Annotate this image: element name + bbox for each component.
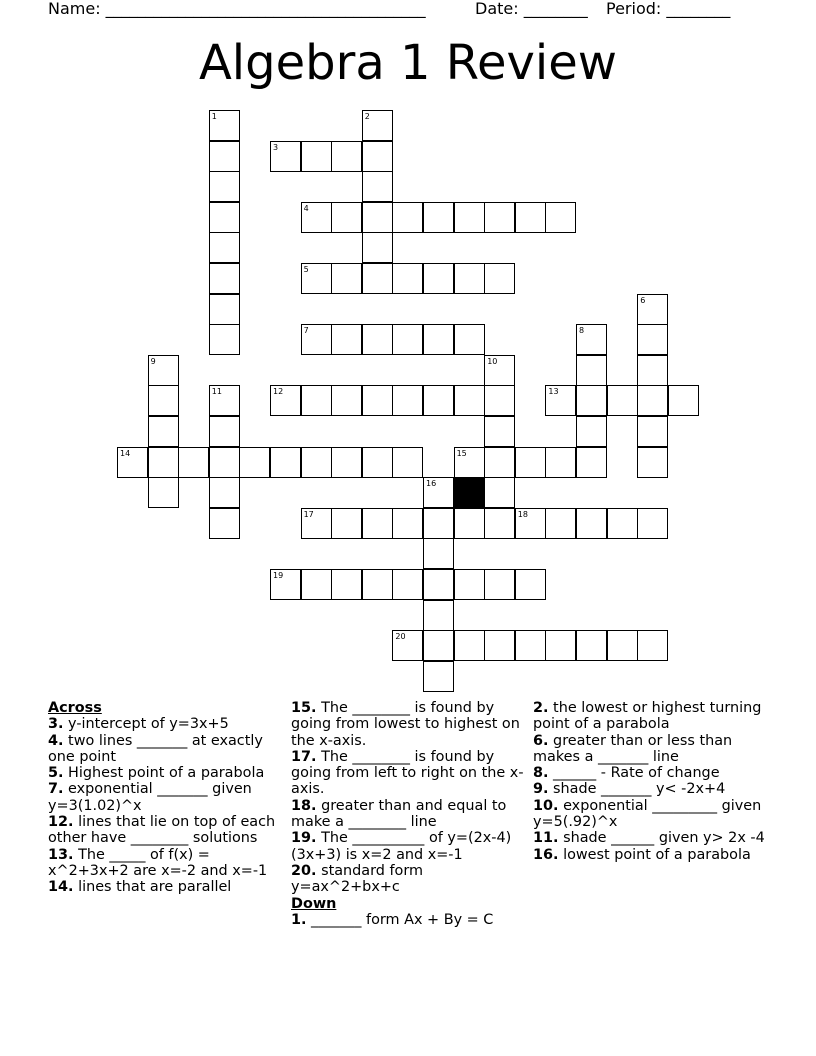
clue-number-7: 7 — [303, 326, 309, 336]
clue-across-19: 19. The __________ of y=(2x-4)(3x+3) is x=2 and x=-1 — [291, 830, 512, 863]
crossword-cell[interactable] — [607, 385, 638, 416]
crossword-cell[interactable] — [484, 202, 515, 233]
crossword-cell[interactable] — [392, 324, 423, 355]
crossword-cell[interactable] — [301, 569, 332, 600]
clue-down-2: 2. the lowest or highest turning point of a parabola — [533, 700, 762, 733]
crossword-cell[interactable] — [576, 630, 607, 661]
crossword-cell[interactable] — [270, 447, 301, 478]
crossword-cell[interactable] — [515, 569, 546, 600]
crossword-cell[interactable] — [209, 171, 240, 202]
crossword-cell[interactable] — [362, 447, 393, 478]
crossword-cell[interactable] — [301, 385, 332, 416]
page-title: Algebra 1 Review — [198, 35, 618, 91]
crossword-cell[interactable] — [423, 477, 454, 508]
clue-across-12: 12. lines that lie on top of each other have ________ solutions — [48, 814, 276, 847]
clue-across-18: 18. greater than and equal to make a ________ line — [291, 797, 507, 831]
crossword-cell[interactable] — [545, 385, 576, 416]
clue-across-5: 5. Highest point of a parabola — [48, 765, 265, 782]
crossword-cell[interactable] — [423, 630, 454, 661]
crossword-cell[interactable] — [454, 508, 485, 539]
crossword-cell[interactable] — [423, 508, 454, 539]
crossword-cell[interactable] — [454, 324, 485, 355]
crossword-cell[interactable] — [148, 355, 179, 386]
crossword-cell[interactable] — [301, 324, 332, 355]
clues-column-3 — [533, 700, 765, 863]
crossword-cell[interactable] — [545, 202, 576, 233]
crossword-cell[interactable] — [270, 385, 301, 416]
clue-number-15: 15 — [456, 448, 467, 458]
across-heading: Across — [48, 700, 102, 716]
crossword-cell[interactable] — [576, 416, 607, 447]
crossword-cell[interactable] — [209, 447, 240, 478]
crossword-cell[interactable] — [484, 569, 515, 600]
crossword-cell[interactable] — [209, 324, 240, 355]
crossword-cell[interactable] — [454, 202, 485, 233]
clue-number-14: 14 — [120, 448, 131, 458]
down-heading: Down — [291, 895, 337, 912]
crossword-cell[interactable] — [668, 385, 699, 416]
period-field: Period: ________ — [606, 0, 731, 18]
crossword-cell[interactable] — [270, 569, 301, 600]
crossword-cell[interactable] — [362, 324, 393, 355]
clue-down-11: 11. shade ______ given y> 2x -4 — [533, 830, 765, 847]
crossword-cell[interactable] — [515, 202, 546, 233]
crossword-cell[interactable] — [209, 294, 240, 325]
crossword-cell[interactable] — [515, 508, 546, 539]
crossword-cell[interactable] — [301, 263, 332, 294]
clue-number-11: 11 — [211, 387, 222, 397]
clue-across-20: 20. standard form y=ax^2+bx+c — [291, 862, 424, 896]
crossword-cell[interactable] — [209, 202, 240, 233]
crossword-cell[interactable] — [484, 385, 515, 416]
crossword-cell[interactable] — [362, 141, 393, 172]
clue-across-14: 14. lines that are parallel — [48, 879, 232, 896]
clue-across-15: 15. The ________ is found by going from lowest to highest on the x-axis. — [291, 700, 520, 749]
crossword-cell[interactable] — [331, 385, 362, 416]
clue-number-9: 9 — [150, 356, 156, 366]
clues-column-1 — [48, 700, 280, 896]
clue-number-1: 1 — [211, 112, 217, 121]
crossword-cell[interactable] — [484, 508, 515, 539]
crossword-cell[interactable] — [148, 416, 179, 447]
crossword-cell[interactable] — [392, 508, 423, 539]
clue-number-8: 8 — [579, 326, 585, 336]
crossword-cell[interactable] — [637, 355, 668, 386]
crossword-cell[interactable] — [331, 263, 362, 294]
crossword-cell[interactable] — [576, 447, 607, 478]
crossword-cell[interactable] — [209, 416, 240, 447]
crossword-cell[interactable] — [576, 508, 607, 539]
date-field: Date: ________ — [475, 0, 588, 18]
clue-down-8: 8. ______ - Rate of change — [533, 765, 720, 782]
crossword-cell[interactable] — [148, 447, 179, 478]
clue-across-17: 17. The ________ is found by going from left to right on the x-axis. — [291, 748, 524, 798]
crossword-cell[interactable] — [362, 110, 393, 141]
clue-across-7: 7. exponential _______ given y=3(1.02)^x — [48, 781, 252, 814]
crossword-cell[interactable] — [178, 447, 209, 478]
clue-number-17: 17 — [303, 509, 314, 519]
crossword-cell[interactable] — [545, 508, 576, 539]
crossword-cell[interactable] — [331, 508, 362, 539]
clue-down-1: 1. _______ form Ax + By = C — [291, 911, 494, 928]
clue-number-19: 19 — [273, 571, 284, 580]
crossword-cell[interactable] — [362, 202, 393, 233]
crossword-cell[interactable] — [637, 294, 668, 325]
crossword-cell[interactable] — [362, 569, 393, 600]
blocked-cell — [454, 477, 485, 508]
crossword-cell[interactable] — [209, 232, 240, 263]
crossword-cell[interactable] — [209, 508, 240, 539]
crossword-cell[interactable] — [637, 447, 668, 478]
crossword-cell[interactable] — [270, 141, 301, 172]
crossword-cell[interactable] — [423, 661, 454, 692]
crossword-cell[interactable] — [239, 447, 270, 478]
crossword-cell[interactable] — [637, 508, 668, 539]
crossword-cell[interactable] — [454, 263, 485, 294]
crossword-cell[interactable] — [209, 141, 240, 172]
crossword-cell[interactable] — [484, 355, 515, 386]
crossword-cell[interactable] — [362, 508, 393, 539]
crossword-cell[interactable] — [423, 538, 454, 569]
crossword-cell[interactable] — [454, 630, 485, 661]
clue-down-16: 16. lowest point of a parabola — [533, 846, 751, 863]
crossword-cell[interactable] — [392, 569, 423, 600]
crossword-cell[interactable] — [362, 263, 393, 294]
crossword-cell[interactable] — [637, 630, 668, 661]
crossword-cell[interactable] — [301, 202, 332, 233]
crossword-cell[interactable] — [545, 630, 576, 661]
clue-across-3: 3. y-intercept of y=3x+5 — [48, 716, 229, 733]
crossword-cell[interactable] — [423, 202, 454, 233]
clue-number-4: 4 — [303, 203, 309, 213]
crossword-cell[interactable] — [423, 600, 454, 631]
crossword-cell[interactable] — [209, 263, 240, 294]
clue-number-10: 10 — [487, 356, 498, 366]
clue-across-4: 4. two lines _______ at exactly one point — [48, 732, 263, 765]
crossword-cell[interactable] — [423, 569, 454, 600]
crossword-cell[interactable] — [484, 263, 515, 294]
crossword-cell[interactable] — [331, 447, 362, 478]
crossword-cell[interactable] — [331, 141, 362, 172]
crossword-cell[interactable] — [423, 324, 454, 355]
crossword-cell[interactable] — [423, 263, 454, 294]
clues-column-2 — [291, 700, 525, 928]
crossword-cell[interactable] — [392, 385, 423, 416]
clue-down-9: 9. shade _______ y< -2x+4 — [533, 781, 726, 798]
clue-number-20: 20 — [395, 632, 406, 642]
clue-down-6: 6. greater than or less than makes a _______ line — [533, 732, 733, 765]
crossword-cell[interactable] — [576, 385, 607, 416]
crossword-cell[interactable] — [515, 447, 546, 478]
crossword-cell[interactable] — [454, 385, 485, 416]
crossword-cell[interactable] — [362, 171, 393, 202]
crossword-cell[interactable] — [576, 355, 607, 386]
crossword-cell[interactable] — [484, 416, 515, 447]
crossword-cell[interactable] — [392, 202, 423, 233]
crossword-cell[interactable] — [454, 569, 485, 600]
crossword-cell[interactable] — [148, 477, 179, 508]
crossword-cell[interactable] — [484, 447, 515, 478]
clue-number-3: 3 — [273, 142, 279, 152]
crossword-cell[interactable] — [331, 569, 362, 600]
crossword-cell[interactable] — [392, 630, 423, 661]
crossword-cell[interactable] — [637, 416, 668, 447]
crossword-cell[interactable] — [637, 385, 668, 416]
clue-across-13: 13. The _____ of f(x) = x^2+3x+2 are x=-2 and x=-1 — [48, 846, 268, 879]
crossword-cell[interactable] — [148, 385, 179, 416]
crossword-cell[interactable] — [607, 630, 638, 661]
crossword-cell[interactable] — [301, 141, 332, 172]
crossword-cell[interactable] — [484, 630, 515, 661]
name-field: Name: ________________________________________ — [48, 0, 426, 18]
clue-number-13: 13 — [548, 387, 559, 397]
clue-number-12: 12 — [273, 387, 284, 397]
clue-number-18: 18 — [517, 509, 528, 519]
crossword-cell[interactable] — [423, 385, 454, 416]
crossword-cell[interactable] — [331, 324, 362, 355]
crossword-cell[interactable] — [331, 202, 362, 233]
crossword-cell[interactable] — [362, 232, 393, 263]
crossword-cell[interactable] — [209, 385, 240, 416]
clue-number-5: 5 — [303, 265, 309, 274]
crossword-cell[interactable] — [637, 324, 668, 355]
crossword-cell[interactable] — [607, 508, 638, 539]
clue-down-10: 10. exponential _________ given y=5(.92)^x — [533, 797, 762, 831]
crossword-cell[interactable] — [209, 477, 240, 508]
crossword-cell[interactable] — [576, 324, 607, 355]
clue-number-16: 16 — [426, 479, 437, 489]
crossword-cell[interactable] — [362, 385, 393, 416]
crossword-cell[interactable] — [209, 110, 240, 141]
crossword-cell[interactable] — [484, 477, 515, 508]
clue-number-6: 6 — [640, 295, 646, 305]
crossword-cell[interactable] — [515, 630, 546, 661]
crossword-cell[interactable] — [117, 447, 148, 478]
crossword-cell[interactable] — [392, 263, 423, 294]
clue-number-2: 2 — [364, 112, 370, 121]
crossword-cell[interactable] — [301, 508, 332, 539]
crossword-cell[interactable] — [454, 447, 485, 478]
crossword-cell[interactable] — [301, 447, 332, 478]
crossword-cell[interactable] — [392, 447, 423, 478]
crossword-cell[interactable] — [545, 447, 576, 478]
